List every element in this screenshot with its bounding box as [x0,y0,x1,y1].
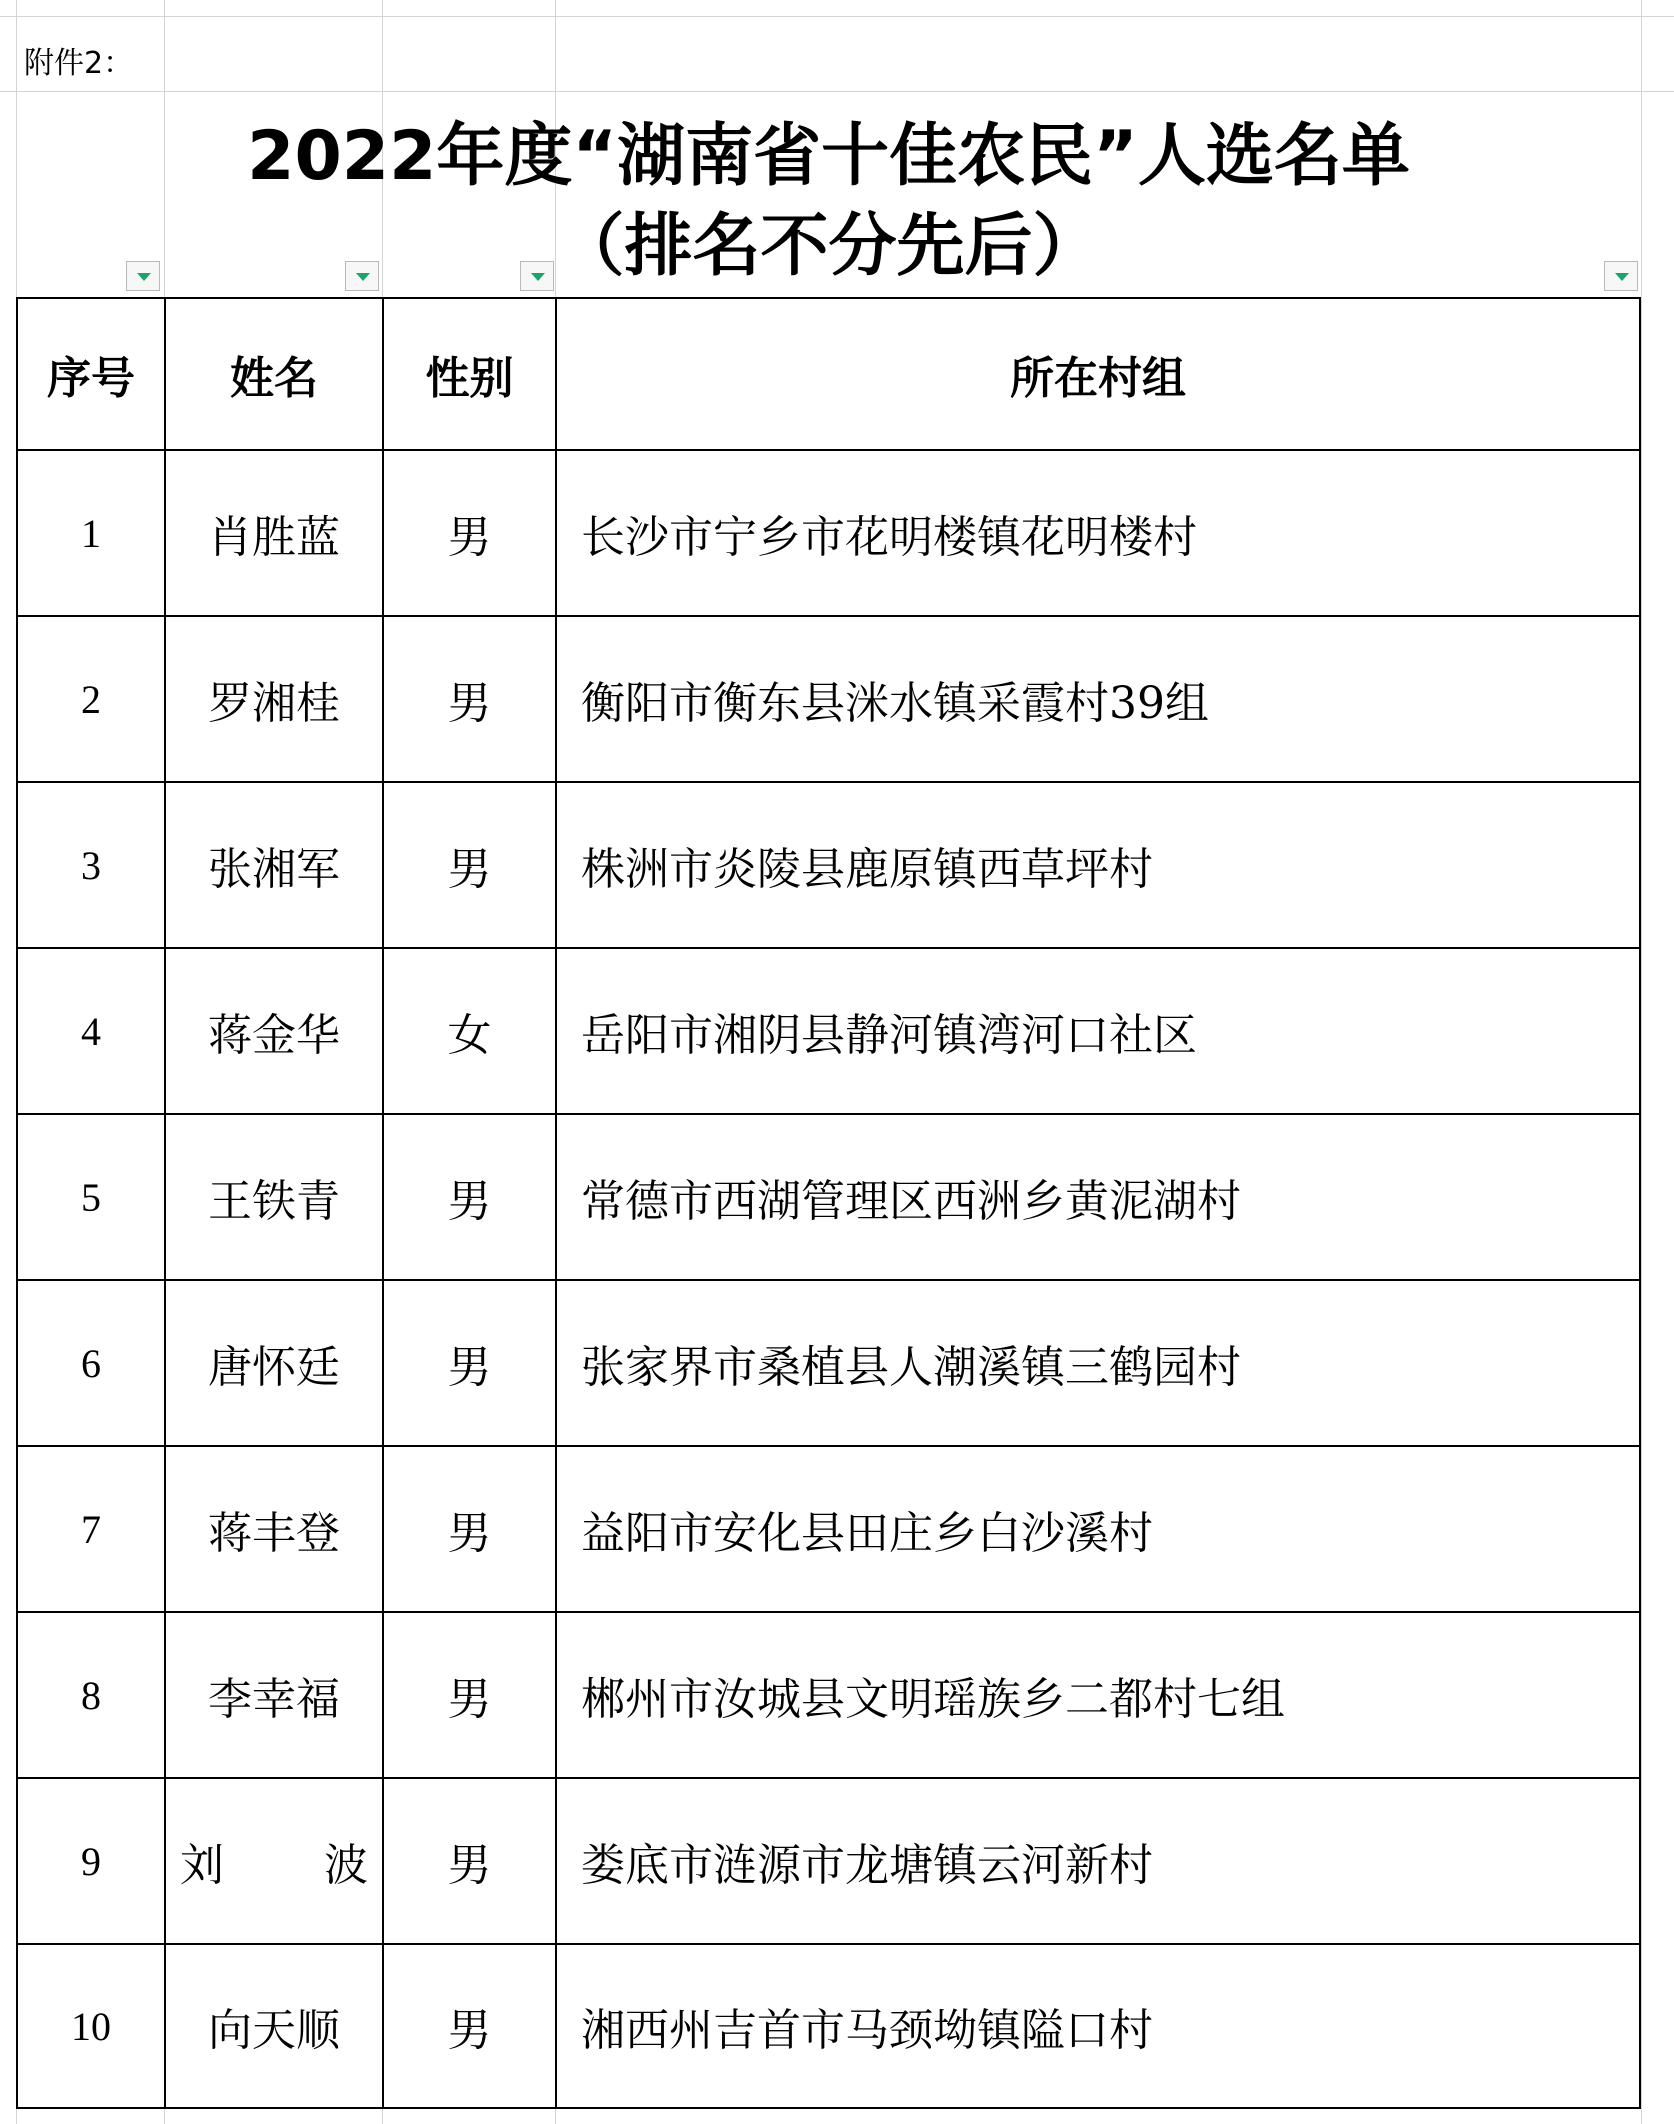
filter-dropdown-no[interactable] [126,261,160,291]
cell-gender[interactable]: 男 [384,1115,557,1279]
cell-location[interactable]: 常德市西湖管理区西洲乡黄泥湖村 [581,1176,1241,1227]
header-cell-name[interactable] [166,299,384,449]
table-row [18,617,1639,783]
cell-no[interactable]: 5 [18,1115,166,1279]
cell-location[interactable]: 湘西州吉首市马颈坳镇隘口村 [581,2005,1153,2056]
header-no: 序号 [47,353,135,404]
header-location: 所在村组 [1010,353,1186,404]
cell-gender[interactable]: 男 [384,451,557,615]
cell-no[interactable]: 7 [18,1447,166,1611]
chevron-down-icon [137,273,151,281]
cell-location[interactable]: 长沙市宁乡市花明楼镇花明楼村 [581,512,1197,563]
cell-no[interactable]: 3 [18,783,166,947]
cell-name[interactable]: 张湘军 [166,783,384,947]
cell-no[interactable]: 10 [18,1945,166,2107]
cell-location[interactable]: 衡阳市衡东县洣水镇采霞村39组 [581,678,1209,729]
table-row [18,1613,1639,1779]
header-cell-location[interactable] [557,299,1639,449]
name-distributed: 刘 波 [180,1840,368,1891]
cell-location[interactable]: 株洲市炎陵县鹿原镇西草坪村 [581,844,1153,895]
cell-no[interactable]: 9 [18,1779,166,1943]
chevron-down-icon [356,273,370,281]
header-name: 姓名 [230,353,318,404]
header-gender: 性别 [425,353,514,404]
cell-name[interactable] [166,1779,384,1943]
document-title: 2022年度“湖南省十佳农民”人选名单 [247,117,1410,196]
table-row [18,949,1639,1115]
attachment-label: 附件2： [24,46,134,81]
cell-location[interactable]: 岳阳市湘阴县静河镇湾河口社区 [581,1010,1197,1061]
chevron-down-icon [531,273,545,281]
cell-location[interactable]: 郴州市汝城县文明瑶族乡二都村七组 [581,1674,1285,1725]
cell-gender[interactable]: 男 [384,1945,557,2107]
document-subtitle: （排名不分先后） [556,207,1101,286]
cell-no[interactable]: 1 [18,451,166,615]
table-row [18,783,1639,949]
cell-no[interactable]: 8 [18,1613,166,1777]
cell-gender[interactable]: 女 [384,949,557,1113]
table-header-row [18,299,1639,451]
cell-gender[interactable]: 男 [384,1281,557,1445]
filter-dropdown-gender[interactable] [520,261,554,291]
cell-name[interactable]: 蒋丰登 [166,1447,384,1611]
candidate-table [16,297,1641,2109]
chevron-down-icon [1615,273,1629,281]
cell-name[interactable]: 王铁青 [166,1115,384,1279]
filter-dropdown-name[interactable] [345,261,379,291]
gridline [0,16,1674,17]
cell-gender[interactable]: 男 [384,1779,557,1943]
cell-location[interactable]: 张家界市桑植县人潮溪镇三鹤园村 [581,1342,1241,1393]
table-row [18,451,1639,617]
table-row [18,1115,1639,1281]
cell-location[interactable]: 娄底市涟源市龙塘镇云河新村 [581,1840,1153,1891]
cell-gender[interactable]: 男 [384,783,557,947]
cell-no[interactable]: 6 [18,1281,166,1445]
cell-name[interactable]: 李幸福 [166,1613,384,1777]
table-row [18,1779,1639,1945]
filter-dropdown-location[interactable] [1604,261,1638,291]
table-row [18,1281,1639,1447]
gridline [1641,0,1642,2124]
header-cell-gender[interactable] [384,299,557,449]
cell-name[interactable]: 向天顺 [166,1945,384,2107]
cell-name[interactable]: 肖胜蓝 [166,451,384,615]
gridline [0,91,1674,92]
table-row [18,1945,1639,2107]
cell-name[interactable]: 唐怀廷 [166,1281,384,1445]
header-cell-no[interactable] [18,299,166,449]
cell-gender[interactable]: 男 [384,617,557,781]
table-row [18,1447,1639,1613]
cell-name[interactable]: 罗湘桂 [166,617,384,781]
cell-location[interactable]: 益阳市安化县田庄乡白沙溪村 [581,1508,1153,1559]
cell-gender[interactable]: 男 [384,1613,557,1777]
cell-name[interactable]: 蒋金华 [166,949,384,1113]
cell-no[interactable]: 2 [18,617,166,781]
cell-gender[interactable]: 男 [384,1447,557,1611]
cell-no[interactable]: 4 [18,949,166,1113]
